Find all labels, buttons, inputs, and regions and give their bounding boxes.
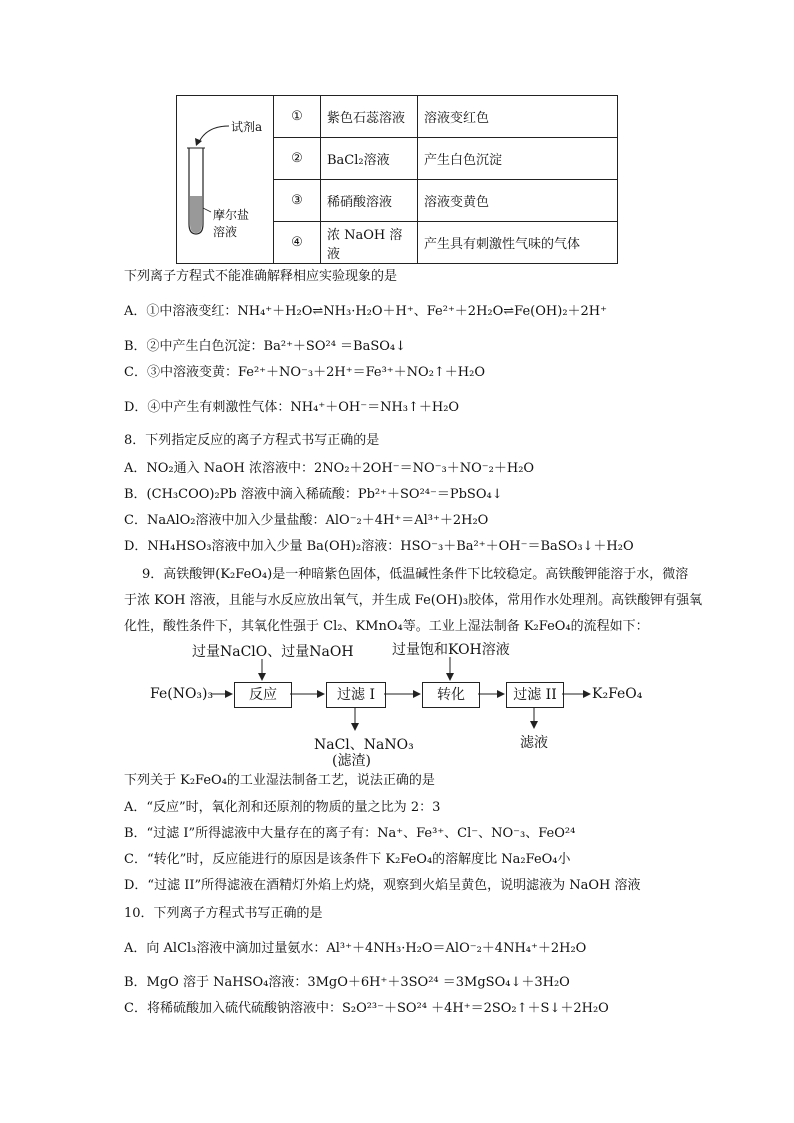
phenomenon-cell: 溶液变红色 <box>418 96 618 138</box>
option-a: A．向 AlCl₃溶液中滴加过量氨水：Al³⁺＋4NH₃·H₂O＝AlO⁻₂＋4NH₄⁺＋2H₂O <box>124 941 587 956</box>
flow-output-filtrate: 滤液 <box>520 735 548 751</box>
flow-start: Fe(NO₃)₃ <box>150 686 214 702</box>
solution-label: 摩尔盐 <box>213 208 250 222</box>
option-b: B．(CH₃COO)₂Pb 溶液中滴入稀硫酸：Pb²⁺＋SO²⁴⁻＝PbSO₄↓ <box>124 487 503 502</box>
row-number: ② <box>274 138 321 180</box>
question-stem: 下列离子方程式不能准确解释相应实验现象的是 <box>124 269 398 284</box>
question-stem: 10．下列离子方程式书写正确的是 <box>124 906 323 921</box>
reagent-cell: 稀硝酸溶液 <box>321 180 418 222</box>
option-a: A．①中溶液变红：NH₄⁺＋H₂O⇌NH₃·H₂O＋H⁺、Fe²⁺＋2H₂O⇌Fe(OH)₂＋2H⁺ <box>124 304 607 319</box>
question-text: 于浓 KOH 溶液，且能与水反应放出氧气，并生成 Fe(OH)₃胶体，常用作水处理剂。高铁酸钾有强氧 <box>124 593 703 608</box>
reagent-label: 试剂a <box>231 120 263 134</box>
flow-box-filter-1: 过滤 I <box>326 682 386 708</box>
phenomenon-cell: 产生具有刺激性气味的气体 <box>418 222 618 264</box>
row-number: ④ <box>274 222 321 264</box>
option-d: D．NH₄HSO₃溶液中加入少量 Ba(OH)₂溶液：HSO⁻₃＋Ba²⁺＋OH⁻＝BaSO₃↓＋H₂O <box>124 539 634 554</box>
flow-box-conversion: 转化 <box>422 682 480 708</box>
flow-output-residue-label: (滤渣) <box>332 753 371 769</box>
question-stem: 8．下列指定反应的离子方程式书写正确的是 <box>124 433 380 448</box>
option-c: C．③中溶液变黄：Fe²⁺＋NO⁻₃＋2H⁺＝Fe³⁺＋NO₂↑＋H₂O <box>124 365 486 380</box>
flow-output-residue: NaCl、NaNO₃ <box>314 737 414 753</box>
phenomenon-cell: 溶液变黄色 <box>418 180 618 222</box>
flow-input-top-right: 过量饱和KOH溶液 <box>392 642 510 658</box>
option-d: D．“过滤 II”所得滤液在酒精灯外焰上灼烧，观察到火焰呈黄色，说明滤液为 NaOH 溶液 <box>124 878 641 893</box>
phenomenon-cell: 产生白色沉淀 <box>418 138 618 180</box>
option-a: A．NO₂通入 NaOH 浓溶液中：2NO₂＋2OH⁻＝NO⁻₃＋NO⁻₂＋H₂O <box>124 461 535 476</box>
row-number: ① <box>274 96 321 138</box>
flow-box-reaction: 反应 <box>234 682 292 708</box>
question-text: 化性，酸性条件下，其氧化性强于 Cl₂、KMnO₄等。工业上湿法制备 K₂FeO₄的流程如下： <box>124 619 649 634</box>
flow-input-top-left: 过量NaClO、过量NaOH <box>192 644 354 660</box>
option-d: D．④中产生有刺激性气体：NH₄⁺＋OH⁻＝NH₃↑＋H₂O <box>124 400 460 415</box>
flow-box-filter-2: 过滤 II <box>506 682 564 708</box>
question-stem: 下列关于 K₂FeO₄的工业湿法制备工艺，说法正确的是 <box>124 773 435 788</box>
experiment-table <box>176 95 618 264</box>
solution-label: 溶液 <box>213 225 238 239</box>
reagent-cell: BaCl₂溶液 <box>321 138 418 180</box>
option-b: B．MgO 溶于 NaHSO₄溶液：3MgO＋6H⁺＋3SO²⁴ ＝3MgSO₄↓＋3H₂O <box>124 975 570 990</box>
option-c: C．NaAlO₂溶液中加入少量盐酸：AlO⁻₂＋4H⁺＝Al³⁺＋2H₂O <box>124 513 489 528</box>
row-number: ③ <box>274 180 321 222</box>
question-text: 9．高铁酸钾(K₂FeO₄)是一种暗紫色固体，低温碱性条件下比较稳定。高铁酸钾能溶于水，微溶 <box>142 567 689 582</box>
reagent-cell: 浓 NaOH 溶液 <box>321 222 418 264</box>
reagent-cell: 紫色石蕊溶液 <box>321 96 418 138</box>
test-tube-figure <box>177 96 274 264</box>
option-c: C．“转化”时，反应能进行的原因是该条件下 K₂FeO₄的溶解度比 Na₂FeO₄小 <box>124 852 571 867</box>
option-b: B．②中产生白色沉淀：Ba²⁺＋SO²⁴ ＝BaSO₄↓ <box>124 339 407 354</box>
option-b: B．“过滤 I”所得滤液中大量存在的离子有：Na⁺、Fe³⁺、Cl⁻、NO⁻₃、FeO²⁴ <box>124 826 576 841</box>
flow-end: K₂FeO₄ <box>592 686 643 702</box>
option-a: A．“反应”时，氧化剂和还原剂的物质的量之比为 2：3 <box>124 800 441 815</box>
option-c: C．将稀硫酸加入硫代硫酸钠溶液中：S₂O²³⁻＋SO²⁴ ＋4H⁺＝2SO₂↑＋S↓＋2H₂O <box>124 1001 609 1016</box>
